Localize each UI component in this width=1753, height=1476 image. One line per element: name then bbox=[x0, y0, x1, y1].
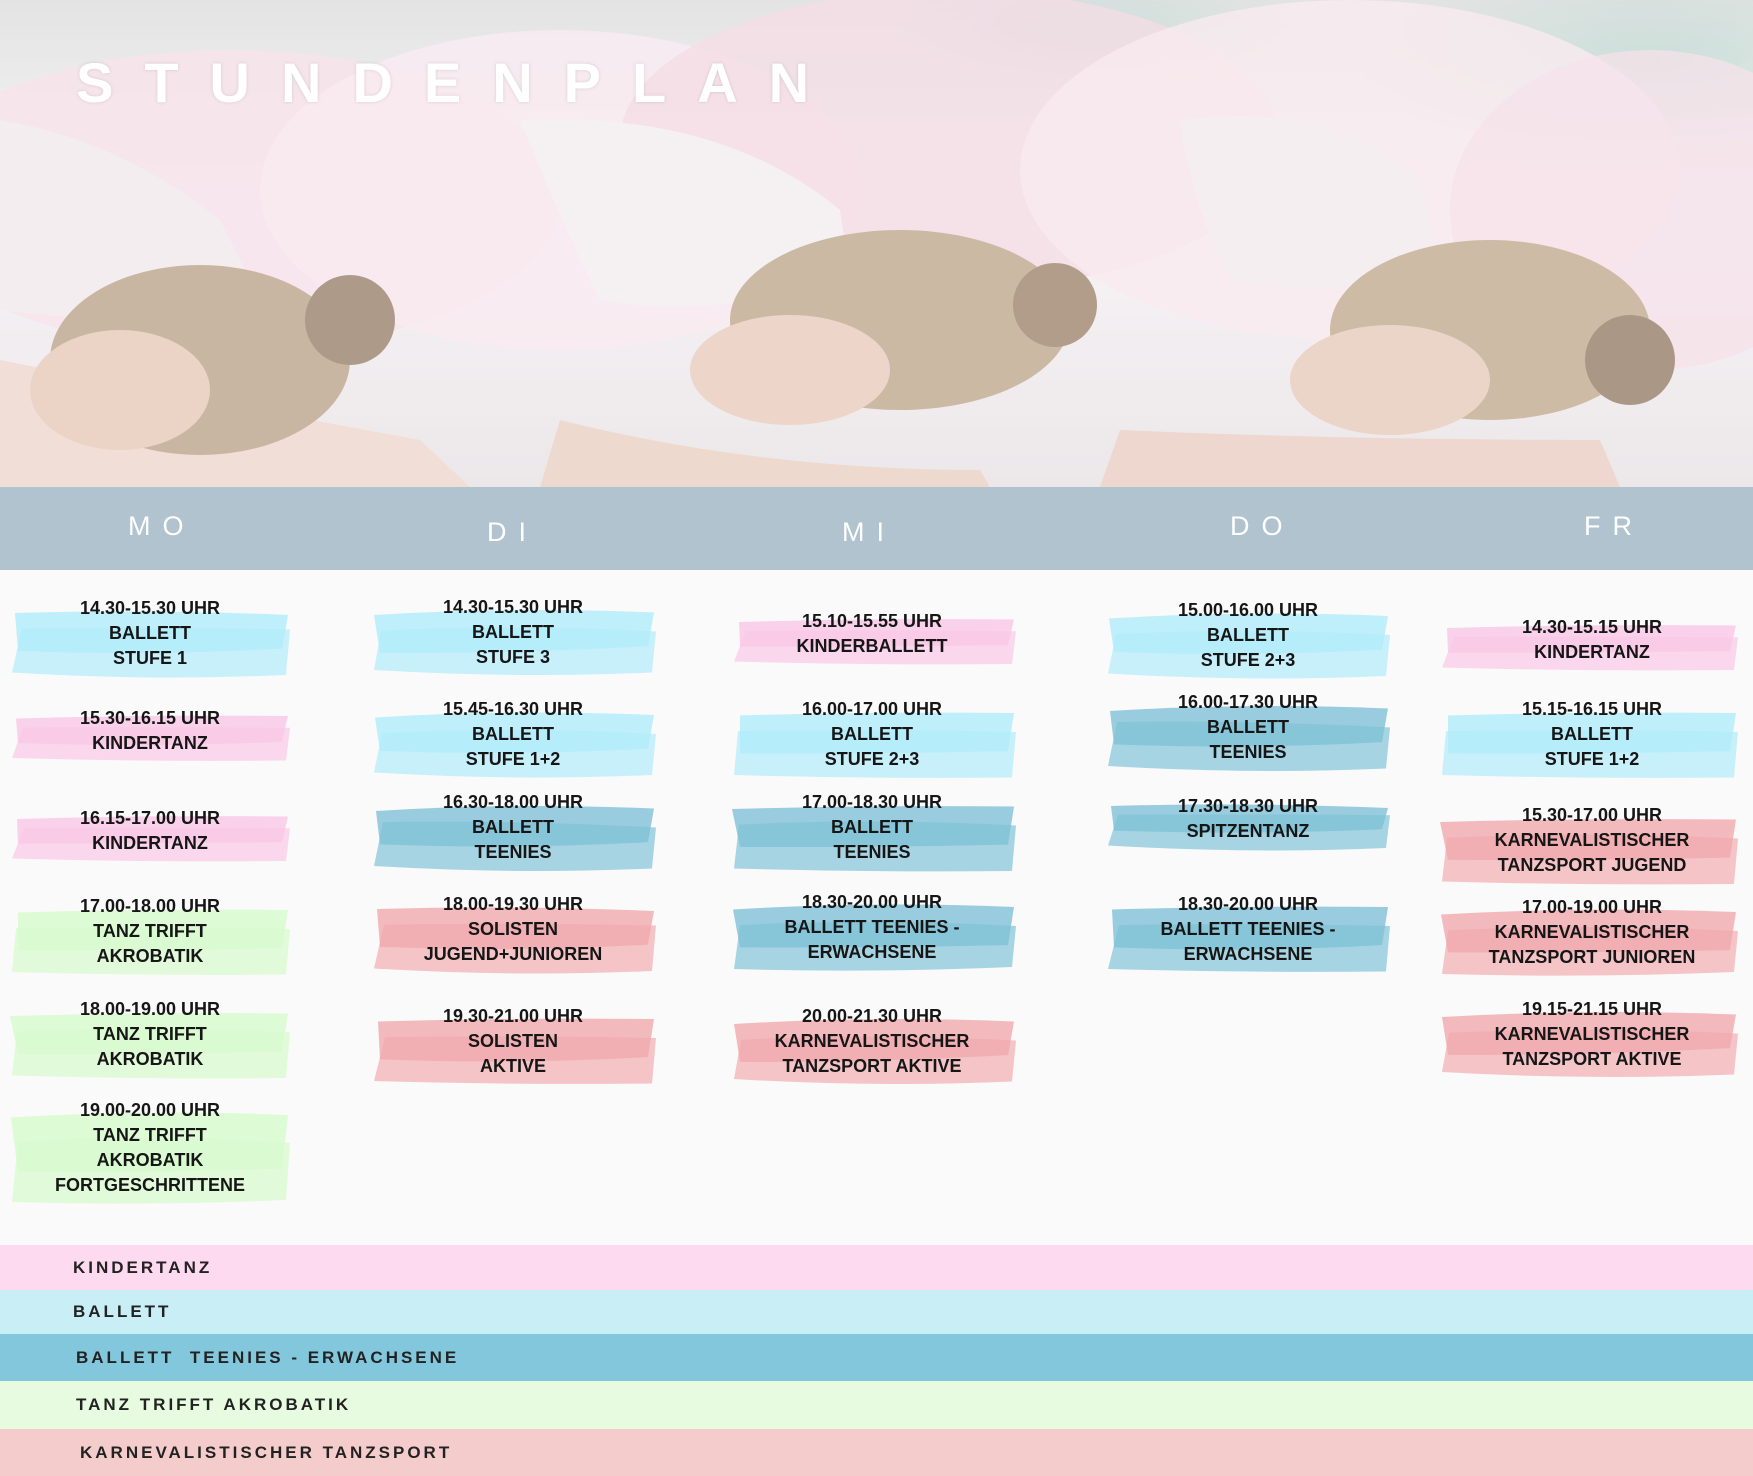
class-name-line: KARNEVALISTISCHER bbox=[774, 1031, 970, 1051]
page-title: STUNDENPLAN bbox=[76, 51, 841, 114]
class-time: 14.30-15.30 UHR bbox=[79, 598, 221, 618]
class-name-line: TANZSPORT JUNIOREN bbox=[1488, 947, 1696, 967]
legend-row-ballett bbox=[0, 1290, 1753, 1334]
class-entry bbox=[732, 1004, 1018, 1079]
class-time: 18.00-19.00 UHR bbox=[79, 999, 221, 1019]
legend-label: TANZ TRIFFT AKROBATIK bbox=[76, 1395, 352, 1414]
class-time: 14.30-15.30 UHR bbox=[442, 597, 584, 617]
class-name-line: BALLETT bbox=[472, 622, 554, 642]
class-entry bbox=[1106, 690, 1392, 765]
legend-row-ballett-teenies bbox=[0, 1334, 1753, 1381]
legend-label: BALLETT bbox=[73, 1302, 172, 1321]
class-entry bbox=[732, 790, 1018, 865]
class-name-line: TEENIES bbox=[474, 842, 552, 862]
class-name-line: TANZ TRIFFT bbox=[93, 1024, 207, 1044]
class-name-line: BALLETT bbox=[109, 623, 191, 643]
legend-label: KARNEVALISTISCHER TANZSPORT bbox=[80, 1442, 453, 1462]
class-time: 18.00-19.30 UHR bbox=[442, 894, 584, 914]
legend-row-karneval bbox=[0, 1429, 1753, 1476]
class-entry bbox=[1106, 598, 1392, 673]
class-time: 19.15-21.15 UHR bbox=[1521, 999, 1663, 1019]
class-time: 16.00-17.00 UHR bbox=[801, 699, 943, 719]
class-entry bbox=[10, 806, 292, 856]
class-time: 15.30-16.15 UHR bbox=[79, 708, 221, 728]
class-entry bbox=[10, 997, 292, 1072]
class-name-line: BALLETT bbox=[472, 817, 554, 837]
class-name-line: STUFE 1+2 bbox=[465, 749, 561, 769]
day-di: DI bbox=[487, 517, 538, 547]
class-name-line: BALLETT bbox=[1207, 717, 1289, 737]
class-time: 16.00-17.30 UHR bbox=[1177, 692, 1319, 712]
class-entry bbox=[10, 706, 292, 756]
class-time: 14.30-15.15 UHR bbox=[1521, 617, 1663, 637]
class-name-line: BALLETT bbox=[1551, 724, 1633, 744]
class-time: 15.15-16.15 UHR bbox=[1521, 699, 1663, 719]
class-entry bbox=[10, 894, 292, 969]
class-time: 17.00-18.30 UHR bbox=[801, 792, 943, 812]
class-time: 15.45-16.30 UHR bbox=[442, 699, 584, 719]
class-name-line: TANZSPORT AKTIVE bbox=[1502, 1049, 1682, 1069]
class-entry bbox=[372, 697, 658, 772]
class-name-line: ERWACHSENE bbox=[1183, 944, 1313, 964]
legend-label: BALLETT TEENIES - ERWACHSENE bbox=[76, 1347, 460, 1367]
class-name-line: STUFE 1+2 bbox=[1544, 749, 1640, 769]
class-time: 19.30-21.00 UHR bbox=[442, 1006, 584, 1026]
class-time: 15.00-16.00 UHR bbox=[1177, 600, 1319, 620]
class-name-line: SPITZENTANZ bbox=[1186, 821, 1310, 841]
class-name-line: STUFE 3 bbox=[475, 647, 550, 667]
class-entry bbox=[1440, 615, 1740, 665]
class-entry bbox=[1440, 803, 1740, 878]
class-entry bbox=[1106, 892, 1392, 967]
class-name-line: STUFE 1 bbox=[112, 648, 187, 668]
class-time: 17.30-18.30 UHR bbox=[1177, 796, 1319, 816]
class-entry bbox=[732, 609, 1018, 659]
class-entry bbox=[10, 1098, 292, 1198]
class-name-line: KARNEVALISTISCHER bbox=[1494, 830, 1690, 850]
class-entry bbox=[1106, 794, 1392, 844]
class-entry bbox=[732, 890, 1018, 965]
legend-label: KINDERTANZ bbox=[73, 1257, 213, 1277]
class-name-line: BALLETT bbox=[831, 724, 913, 744]
class-name-line: JUGEND+JUNIOREN bbox=[423, 944, 603, 964]
class-name-line: BALLETT bbox=[472, 724, 554, 744]
class-entry bbox=[1440, 895, 1740, 970]
weekday-header bbox=[0, 487, 1753, 570]
legend-row-kindertanz bbox=[0, 1245, 1753, 1290]
class-time: 17.00-19.00 UHR bbox=[1521, 897, 1663, 917]
class-name-line: TEENIES bbox=[833, 842, 911, 862]
class-entry bbox=[10, 596, 292, 671]
class-name-line: AKROBATIK bbox=[96, 946, 204, 966]
class-name-line: TANZ TRIFFT bbox=[93, 1125, 207, 1145]
class-entry bbox=[732, 697, 1018, 772]
class-name-line: AKROBATIK bbox=[96, 1049, 204, 1069]
class-entry bbox=[372, 595, 658, 670]
class-name-line: AKTIVE bbox=[479, 1056, 546, 1076]
class-name-line: KARNEVALISTISCHER bbox=[1494, 922, 1690, 942]
class-name-line: SOLISTEN bbox=[467, 1031, 558, 1051]
class-name-line: TEENIES bbox=[1209, 742, 1287, 762]
class-name-line: KARNEVALISTISCHER bbox=[1494, 1024, 1690, 1044]
class-name-line: TANZSPORT JUGEND bbox=[1497, 855, 1687, 875]
class-time: 18.30-20.00 UHR bbox=[1177, 894, 1319, 914]
class-time: 16.15-17.00 UHR bbox=[79, 808, 221, 828]
day-mo: MO bbox=[128, 511, 196, 541]
class-name-line: TANZSPORT AKTIVE bbox=[782, 1056, 962, 1076]
class-time: 17.00-18.00 UHR bbox=[79, 896, 221, 916]
class-time: 15.10-15.55 UHR bbox=[801, 611, 943, 631]
class-name-line: SOLISTEN bbox=[467, 919, 558, 939]
class-entry bbox=[1440, 697, 1740, 772]
class-name-line: KINDERTANZ bbox=[1534, 642, 1650, 662]
class-name-line: AKROBATIK bbox=[96, 1150, 204, 1170]
class-name-line: KINDERTANZ bbox=[92, 833, 208, 853]
class-name-line: BALLETT bbox=[1207, 625, 1289, 645]
day-fr: FR bbox=[1584, 511, 1644, 541]
class-name-line: KINDERTANZ bbox=[92, 733, 208, 753]
day-mi: MI bbox=[842, 517, 896, 547]
class-name-line: STUFE 2+3 bbox=[1200, 650, 1296, 670]
class-time: 15.30-17.00 UHR bbox=[1521, 805, 1663, 825]
class-time: 20.00-21.30 UHR bbox=[801, 1006, 943, 1026]
class-name-line: FORTGESCHRITTENE bbox=[54, 1175, 245, 1195]
class-time: 18.30-20.00 UHR bbox=[801, 892, 943, 912]
class-entry bbox=[372, 1004, 658, 1079]
class-entry bbox=[1440, 997, 1740, 1072]
class-name-line: BALLETT TEENIES - bbox=[784, 917, 960, 937]
class-name-line: STUFE 2+3 bbox=[824, 749, 920, 769]
class-name-line: TANZ TRIFFT bbox=[93, 921, 207, 941]
legend-row-akrobatik bbox=[0, 1381, 1753, 1429]
class-entry bbox=[372, 892, 658, 967]
class-name-line: BALLETT bbox=[831, 817, 913, 837]
class-name-line: KINDERBALLETT bbox=[796, 636, 948, 656]
class-name-line: ERWACHSENE bbox=[807, 942, 937, 962]
class-time: 16.30-18.00 UHR bbox=[442, 792, 584, 812]
class-time: 19.00-20.00 UHR bbox=[79, 1100, 221, 1120]
header-photo bbox=[0, 0, 1753, 487]
class-entry bbox=[372, 790, 658, 865]
day-do: DO bbox=[1230, 511, 1295, 541]
class-name-line: BALLETT TEENIES - bbox=[1160, 919, 1336, 939]
